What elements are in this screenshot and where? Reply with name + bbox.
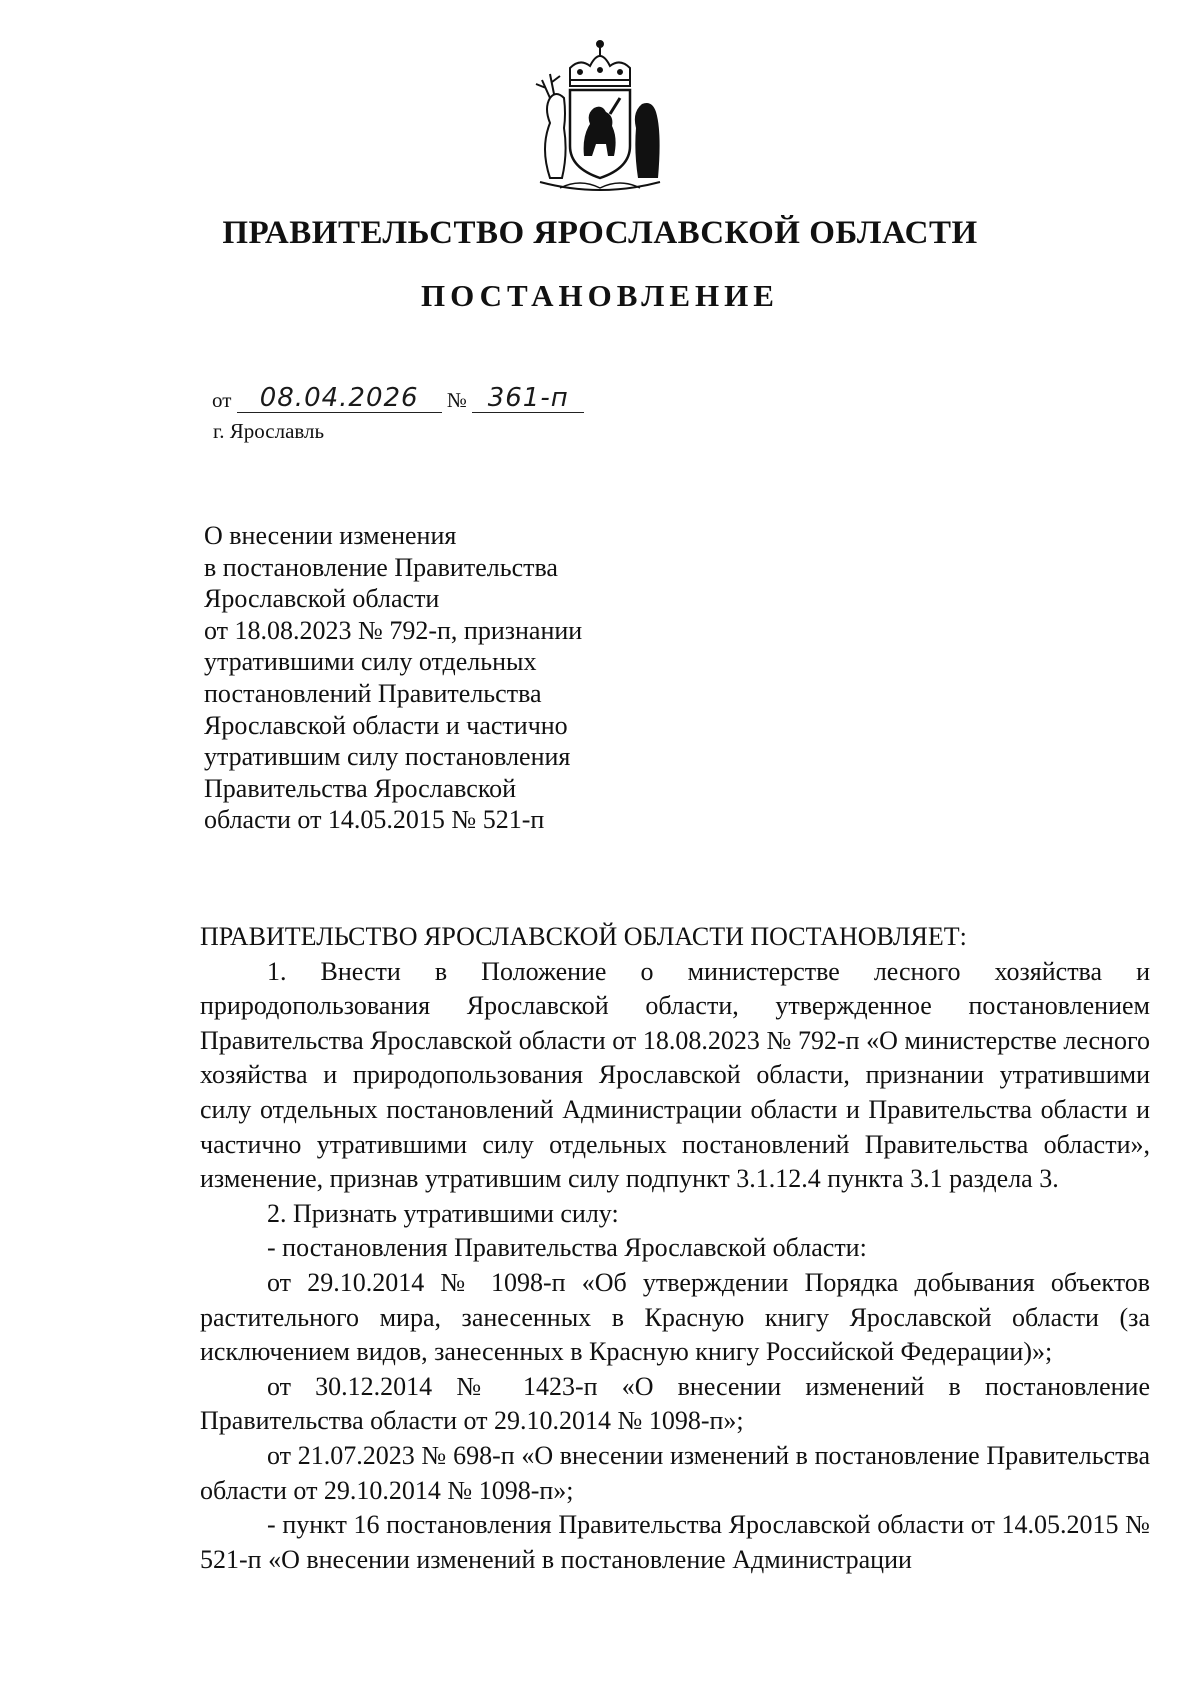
subject-line: О внесении изменения xyxy=(204,521,457,550)
subject-line: постановлений Правительства xyxy=(204,678,542,708)
subject-line: от 18.08.2023 № 792-п, признании xyxy=(204,615,583,645)
decree-body xyxy=(200,920,1150,1577)
city-label: г. Ярославль xyxy=(213,419,325,443)
body-paragraph: 2. Признать утратившими силу: xyxy=(267,1198,619,1228)
subject-line: утратившим силу постановления xyxy=(204,742,571,772)
coat-of-arms-emblem xyxy=(520,28,680,198)
date-number-line xyxy=(212,384,584,414)
body-paragraph: от 29.10.2014 № 1098-п «Об утверждении Порядка добывания объектов растительного мира, занесенных в Красную книгу Ярославской области (за исключением видов, занесенных в Красную книгу Российской Федерации)»; xyxy=(200,1267,1150,1367)
subject-line: области от 14.05.2015 № 521-п xyxy=(204,805,545,835)
subject-line: утратившими силу отдельных xyxy=(204,647,537,677)
subject-line: Ярославской области xyxy=(204,584,440,614)
body-paragraph: от 21.07.2023 № 698-п «О внесении изменений в постановление Правительства области от 29.10.2014 № 1098-п»; xyxy=(200,1440,1150,1505)
subject-line: в постановление Правительства xyxy=(204,552,558,582)
body-paragraph: - постановления Правительства Ярославской области: xyxy=(267,1233,867,1263)
body-paragraph: от 30.12.2014 № 1423-п «О внесении изменений в постановление Правительства области от 29.10.2014 № 1098-п»; xyxy=(200,1371,1150,1436)
handwritten-number: 361-п xyxy=(472,384,584,413)
subject-line: Ярославской области и частично xyxy=(204,710,568,740)
government-title: ПРАВИТЕЛЬСТВО ЯРОСЛАВСКОЙ ОБЛАСТИ xyxy=(222,215,978,251)
resolution-heading: ПРАВИТЕЛЬСТВО ЯРОСЛАВСКОЙ ОБЛАСТИ ПОСТАНОВЛЯЕТ: xyxy=(200,922,967,951)
document-type-title: ПОСТАНОВЛЕНИЕ xyxy=(421,278,779,313)
subject-line: Правительства Ярославской xyxy=(204,773,517,803)
number-prefix: № xyxy=(446,388,467,412)
handwritten-date: 08.04.2026 xyxy=(237,384,442,413)
date-prefix: от xyxy=(212,388,232,412)
body-paragraph: - пункт 16 постановления Правительства Ярославской области от 14.05.2015 № 521-п «О внесении изменений в постановление Администрации xyxy=(200,1510,1150,1574)
body-paragraph: 1. Внести в Положение о министерстве лесного хозяйства и природопользования Ярославской области, утвержденное постановлением Правительства Ярославской области от 18.08.2023 № 792-п «О министерстве лесного хозяйства и природопользования Ярославской области, признании утратившими силу отдельных постановлений Администрации области и Правительства области и частично утратившими силу отдельных постановлений Правительства области», изменение, признав утратившим силу подпункт 3.1.12.4 пункта 3.1 раздела 3. xyxy=(200,956,1150,1194)
decree-subject xyxy=(204,520,644,836)
